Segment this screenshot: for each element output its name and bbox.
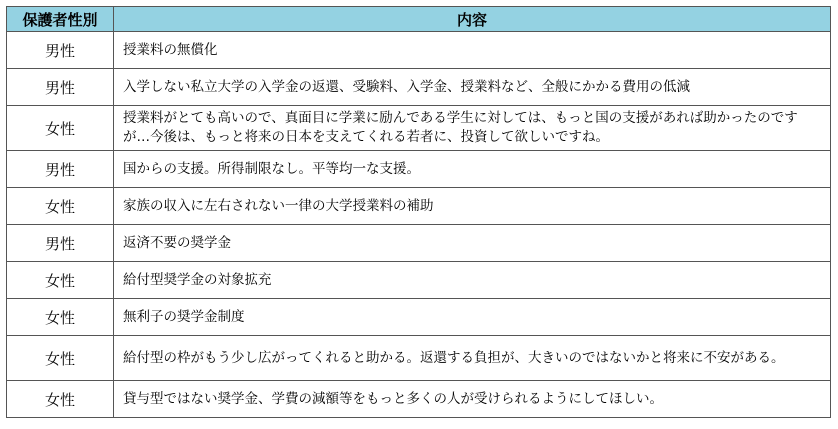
content-cell: 貸与型ではない奨学金、学費の減額等をもっと多くの人が受けられるようにしてほしい。	[114, 381, 831, 418]
gender-cell: 女性	[7, 106, 114, 151]
content-cell: 給付型奨学金の対象拡充	[114, 262, 831, 299]
table-row	[7, 299, 831, 336]
table-row	[7, 262, 831, 299]
content-cell: 授業料がとても高いので、真面目に学業に励んである学生に対しては、もっと国の支援があれば助かったのですが…今後は、もっと将来の日本を支えてくれる若者に、投資して欲しいですね。	[114, 106, 831, 151]
header-gender: 保護者性別	[7, 7, 114, 32]
table-row	[7, 69, 831, 106]
gender-cell: 男性	[7, 151, 114, 188]
content-cell: 授業料の無償化	[114, 32, 831, 69]
header-row	[7, 7, 831, 32]
content-cell: 返済不要の奨学金	[114, 225, 831, 262]
table-row	[7, 106, 831, 151]
content-cell: 無利子の奨学金制度	[114, 299, 831, 336]
survey-table	[6, 6, 831, 418]
table-row	[7, 381, 831, 418]
gender-cell: 女性	[7, 381, 114, 418]
gender-cell: 男性	[7, 69, 114, 106]
content-cell: 入学しない私立大学の入学金の返還、受験料、入学金、授業料など、全般にかかる費用の低減	[114, 69, 831, 106]
content-cell: 給付型の枠がもう少し広がってくれると助かる。返還する負担が、大きいのではないかと将来に不安がある。	[114, 336, 831, 381]
table-row	[7, 188, 831, 225]
table-row	[7, 225, 831, 262]
gender-cell: 女性	[7, 336, 114, 381]
content-cell: 家族の収入に左右されない一律の大学授業料の補助	[114, 188, 831, 225]
gender-cell: 女性	[7, 188, 114, 225]
survey-table-container	[6, 6, 831, 418]
table-row	[7, 32, 831, 69]
gender-cell: 女性	[7, 299, 114, 336]
table-row	[7, 336, 831, 381]
gender-cell: 男性	[7, 32, 114, 69]
gender-cell: 男性	[7, 225, 114, 262]
header-content: 内容	[114, 7, 831, 32]
content-cell: 国からの支援。所得制限なし。平等均一な支援。	[114, 151, 831, 188]
gender-cell: 女性	[7, 262, 114, 299]
table-row	[7, 151, 831, 188]
